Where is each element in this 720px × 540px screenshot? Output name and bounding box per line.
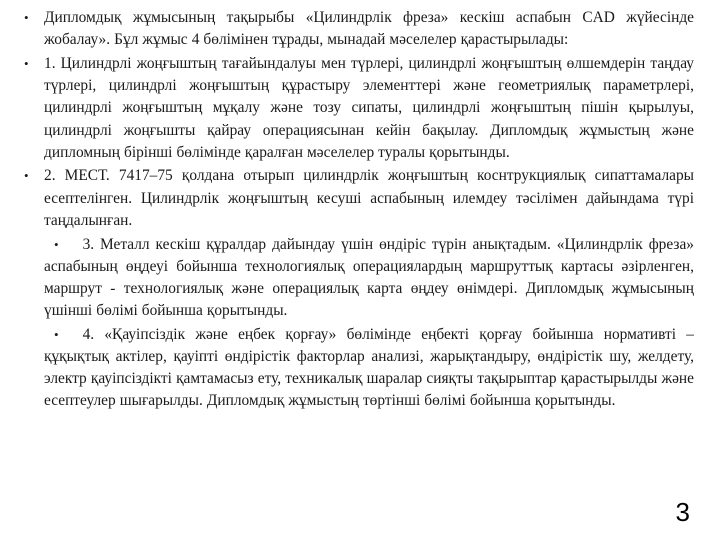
- paragraph-text: 2. МЕСТ. 7417–75 қолдана отырып цилиндрлік жоңғыштың коснтрукциялық сипаттамалары есептелінген. Цилиндрлік жоңғыштың кесуші аспабының илемдеу тәсілімен дайындама түрі таңдалынған.: [44, 167, 694, 229]
- slide-number: 3: [675, 497, 690, 527]
- paragraph-text: 1. Цилиндрлі жоңғыштың тағайындалуы мен түрлері, цилиндрлі жоңғыштың өлшемдерін таңдау түрлері, цилиндрлі жоңғыштың құрастыру элементтері және геометриялық параметрлері, цилиндрлі жоңғыштың мұқалу және тозу сипаты, цилиндрлі жоңғыштың пішін қырылуы, цилиндрлі жоңғышты қайрау операциясынан кейін бақылау. Дипломдық жұмыстың және дипломның бірінші бөлімінде қаралған мәселелер туралы қорытынды.: [44, 54, 694, 161]
- paragraph-text: Дипломдық жұмысының тақырыбы «Цилиндрлік фреза» кескіш аспабын CAD жүйесінде жобалау». Бұл жұмыс 4 бөлімінен тұрады, мынадай мәселелер қарастырылады:: [44, 9, 694, 49]
- paragraph-text: 3. Металл кескіш құралдар дайындау үшін өндіріс түрін анықтадым. «Цилиндрлік фреза» аспабының өңдеуі бойынша технологиялық операциялардың маршруттық картасы әзірленген, маршрут - технологиялық және операциялық карта өңдеу өнімдері. Дипломдық жұмысының үшінші бөлімі бойынша қорытынды.: [44, 235, 694, 320]
- paragraph-part-3: [22, 234, 694, 323]
- paragraph-topic: [22, 7, 694, 51]
- bullet-icon: •: [24, 55, 29, 71]
- bullet-icon: •: [54, 236, 59, 252]
- bullet-icon: •: [54, 326, 59, 342]
- paragraph-part-1: [22, 53, 694, 164]
- paragraph-part-2: [22, 165, 694, 232]
- bullet-icon: •: [24, 10, 29, 25]
- slide-body: [22, 7, 694, 414]
- paragraph-part-4: [22, 324, 694, 413]
- paragraph-text: 4. «Қауіпсіздік және еңбек қорғау» бөлімінде еңбекті қорғау бойынша нормативті – құқықтық актілер, қауіпті өндірістік факторлар анализі, жарықтандыру, өндірістік шу, желдету, электр қауіпсіздікті қамтамасыз ету, техникалық шаралар сияқты тақырыптар қарастырылды және есептеулер шығарылды. Дипломдық жұмыстың төртінші бөлімі бойынша қорытынды.: [44, 325, 694, 410]
- bullet-icon: •: [24, 168, 29, 184]
